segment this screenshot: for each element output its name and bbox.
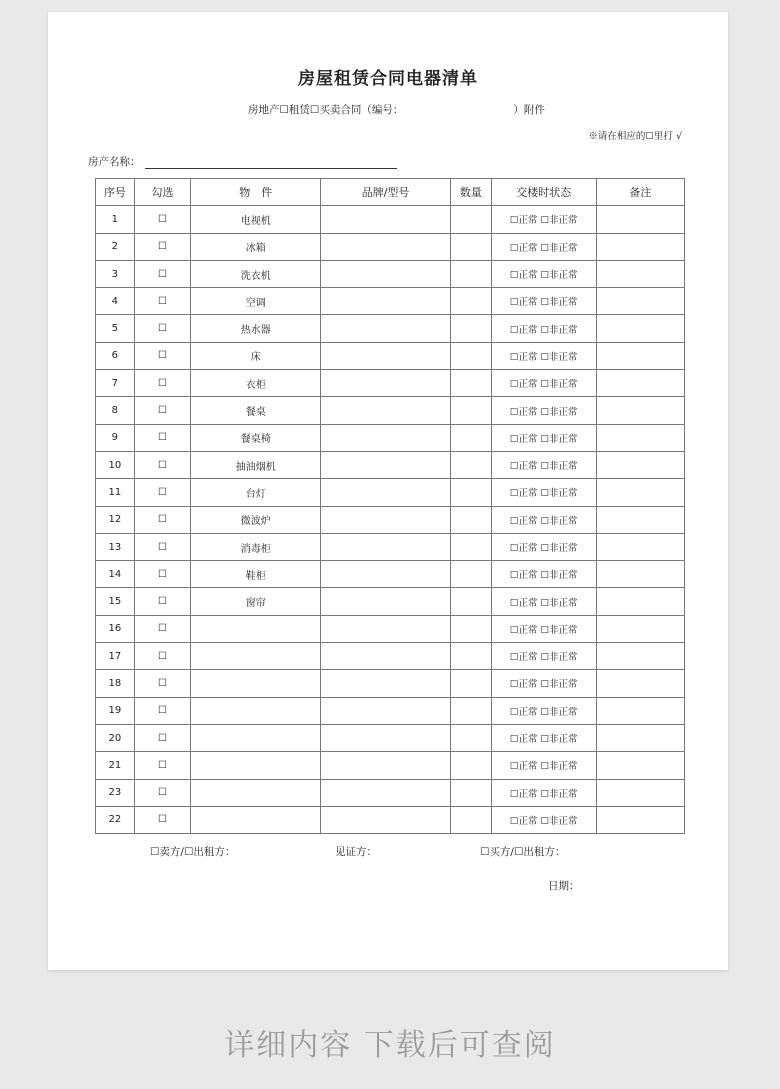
- row-brand-model: [321, 561, 451, 588]
- row-handover-state[interactable]: ☐正常 ☐非正常: [491, 752, 596, 779]
- header-no: 序号: [96, 179, 135, 206]
- row-checkbox[interactable]: ☐: [134, 424, 191, 451]
- row-handover-state[interactable]: ☐正常 ☐非正常: [491, 779, 596, 806]
- row-item: 热水器: [191, 315, 321, 342]
- row-number: 19: [96, 697, 135, 724]
- row-quantity: [450, 670, 491, 697]
- table-row: [96, 697, 685, 724]
- row-brand-model: [321, 615, 451, 642]
- table-body: [96, 206, 685, 834]
- row-remarks: [596, 370, 684, 397]
- buyer-signature: ☐买方/☐出租方：: [480, 846, 566, 858]
- row-number: 9: [96, 424, 135, 451]
- row-handover-state[interactable]: ☐正常 ☐非正常: [491, 206, 596, 233]
- row-checkbox[interactable]: ☐: [134, 479, 191, 506]
- row-quantity: [450, 697, 491, 724]
- table-row: [96, 233, 685, 260]
- row-checkbox[interactable]: ☐: [134, 451, 191, 478]
- row-brand-model: [321, 752, 451, 779]
- row-number: 17: [96, 643, 135, 670]
- row-number: 7: [96, 370, 135, 397]
- table-row: [96, 288, 685, 315]
- row-number: 20: [96, 724, 135, 751]
- row-item: 餐桌: [191, 397, 321, 424]
- row-quantity: [450, 643, 491, 670]
- row-checkbox[interactable]: ☐: [134, 615, 191, 642]
- row-number: 12: [96, 506, 135, 533]
- table-row: [96, 561, 685, 588]
- row-brand-model: [321, 506, 451, 533]
- row-remarks: [596, 397, 684, 424]
- header-qty: 数量: [450, 179, 491, 206]
- row-item: 鞋柜: [191, 561, 321, 588]
- row-brand-model: [321, 643, 451, 670]
- row-number: 18: [96, 670, 135, 697]
- row-handover-state[interactable]: ☐正常 ☐非正常: [491, 233, 596, 260]
- row-checkbox[interactable]: ☐: [134, 260, 191, 287]
- row-quantity: [450, 233, 491, 260]
- header-brand: 品牌/型号: [321, 179, 451, 206]
- row-remarks: [596, 206, 684, 233]
- row-checkbox[interactable]: ☐: [134, 506, 191, 533]
- row-remarks: [596, 479, 684, 506]
- row-checkbox[interactable]: ☐: [134, 533, 191, 560]
- row-brand-model: [321, 397, 451, 424]
- table-row: [96, 397, 685, 424]
- row-item: [191, 724, 321, 751]
- row-quantity: [450, 561, 491, 588]
- row-checkbox[interactable]: ☐: [134, 342, 191, 369]
- row-quantity: [450, 370, 491, 397]
- row-quantity: [450, 752, 491, 779]
- table-row: [96, 479, 685, 506]
- row-item: 洗衣机: [191, 260, 321, 287]
- table-row: [96, 342, 685, 369]
- instruction-note: ※请在相应的☐里打 √: [588, 131, 682, 142]
- row-remarks: [596, 697, 684, 724]
- row-brand-model: [321, 206, 451, 233]
- table-header-row: [96, 179, 685, 206]
- row-brand-model: [321, 670, 451, 697]
- row-remarks: [596, 670, 684, 697]
- row-item: [191, 697, 321, 724]
- row-quantity: [450, 533, 491, 560]
- row-number: 3: [96, 260, 135, 287]
- row-brand-model: [321, 697, 451, 724]
- row-quantity: [450, 779, 491, 806]
- row-handover-state[interactable]: ☐正常 ☐非正常: [491, 479, 596, 506]
- row-quantity: [450, 451, 491, 478]
- table-row: [96, 670, 685, 697]
- row-handover-state[interactable]: ☐正常 ☐非正常: [491, 451, 596, 478]
- row-brand-model: [321, 342, 451, 369]
- table-row: [96, 615, 685, 642]
- row-checkbox[interactable]: ☐: [134, 806, 191, 833]
- row-handover-state[interactable]: ☐正常 ☐非正常: [491, 643, 596, 670]
- row-remarks: [596, 806, 684, 833]
- row-handover-state[interactable]: ☐正常 ☐非正常: [491, 561, 596, 588]
- row-brand-model: [321, 370, 451, 397]
- header-check: 勾选: [134, 179, 191, 206]
- row-checkbox[interactable]: ☐: [134, 724, 191, 751]
- row-number: 11: [96, 479, 135, 506]
- row-checkbox[interactable]: ☐: [134, 779, 191, 806]
- row-handover-state[interactable]: ☐正常 ☐非正常: [491, 506, 596, 533]
- row-quantity: [450, 397, 491, 424]
- table-row: [96, 588, 685, 615]
- row-handover-state[interactable]: ☐正常 ☐非正常: [491, 588, 596, 615]
- row-number: 15: [96, 588, 135, 615]
- row-item: [191, 670, 321, 697]
- row-item: 床: [191, 342, 321, 369]
- footer-download-hint: 详细内容 下载后可查阅: [224, 1028, 556, 1063]
- row-handover-state[interactable]: ☐正常 ☐非正常: [491, 288, 596, 315]
- row-number: 21: [96, 752, 135, 779]
- contract-line-right: ）附件: [513, 104, 545, 116]
- row-handover-state[interactable]: ☐正常 ☐非正常: [491, 670, 596, 697]
- row-brand-model: [321, 779, 451, 806]
- row-number: 22: [96, 806, 135, 833]
- header-item: 物 件: [191, 179, 321, 206]
- row-number: 14: [96, 561, 135, 588]
- row-quantity: [450, 342, 491, 369]
- row-remarks: [596, 233, 684, 260]
- row-quantity: [450, 506, 491, 533]
- row-checkbox[interactable]: ☐: [134, 233, 191, 260]
- row-handover-state[interactable]: ☐正常 ☐非正常: [491, 697, 596, 724]
- row-brand-model: [321, 315, 451, 342]
- row-checkbox[interactable]: ☐: [134, 397, 191, 424]
- row-quantity: [450, 315, 491, 342]
- row-checkbox[interactable]: ☐: [134, 206, 191, 233]
- row-handover-state[interactable]: ☐正常 ☐非正常: [491, 806, 596, 833]
- contract-line: [248, 102, 545, 117]
- row-number: 13: [96, 533, 135, 560]
- table-row: [96, 533, 685, 560]
- table-row: [96, 424, 685, 451]
- row-quantity: [450, 206, 491, 233]
- contract-line-left: 房地产☐租赁☐买卖合同（编号：: [248, 104, 404, 116]
- header-state: 交楼时状态: [491, 179, 596, 206]
- seller-signature: ☐卖方/☐出租方：: [150, 846, 236, 858]
- row-item: [191, 643, 321, 670]
- row-brand-model: [321, 588, 451, 615]
- row-checkbox[interactable]: ☐: [134, 643, 191, 670]
- property-name-underline: [145, 167, 397, 169]
- date-label: 日期：: [548, 880, 580, 892]
- header-remarks: 备注: [596, 179, 684, 206]
- row-number: 8: [96, 397, 135, 424]
- row-remarks: [596, 561, 684, 588]
- row-brand-model: [321, 288, 451, 315]
- row-remarks: [596, 724, 684, 751]
- row-quantity: [450, 260, 491, 287]
- table-row: [96, 451, 685, 478]
- row-handover-state[interactable]: ☐正常 ☐非正常: [491, 533, 596, 560]
- row-brand-model: [321, 533, 451, 560]
- table-row: [96, 806, 685, 833]
- row-checkbox[interactable]: ☐: [134, 315, 191, 342]
- row-checkbox[interactable]: ☐: [134, 697, 191, 724]
- row-remarks: [596, 615, 684, 642]
- document-page: [48, 12, 728, 970]
- row-item: 电视机: [191, 206, 321, 233]
- row-brand-model: [321, 806, 451, 833]
- row-remarks: [596, 588, 684, 615]
- witness-signature: 见证方：: [335, 846, 377, 858]
- row-number: 2: [96, 233, 135, 260]
- table-row: [96, 779, 685, 806]
- row-quantity: [450, 615, 491, 642]
- property-name-label: 房产名称：: [88, 156, 141, 168]
- row-handover-state[interactable]: ☐正常 ☐非正常: [491, 315, 596, 342]
- row-number: 6: [96, 342, 135, 369]
- row-handover-state[interactable]: ☐正常 ☐非正常: [491, 724, 596, 751]
- row-checkbox[interactable]: ☐: [134, 752, 191, 779]
- row-checkbox[interactable]: ☐: [134, 588, 191, 615]
- row-remarks: [596, 533, 684, 560]
- row-brand-model: [321, 451, 451, 478]
- row-brand-model: [321, 233, 451, 260]
- table-row: [96, 206, 685, 233]
- row-number: 1: [96, 206, 135, 233]
- row-quantity: [450, 479, 491, 506]
- row-remarks: [596, 643, 684, 670]
- table-row: [96, 315, 685, 342]
- row-handover-state[interactable]: ☐正常 ☐非正常: [491, 342, 596, 369]
- row-remarks: [596, 288, 684, 315]
- row-brand-model: [321, 260, 451, 287]
- row-brand-model: [321, 424, 451, 451]
- row-handover-state[interactable]: ☐正常 ☐非正常: [491, 615, 596, 642]
- row-item: 消毒柜: [191, 533, 321, 560]
- row-brand-model: [321, 479, 451, 506]
- row-brand-model: [321, 724, 451, 751]
- row-item: [191, 779, 321, 806]
- property-name-row: [88, 154, 397, 169]
- row-item: 微波炉: [191, 506, 321, 533]
- row-item: 窗帘: [191, 588, 321, 615]
- table-row: [96, 370, 685, 397]
- row-checkbox[interactable]: ☐: [134, 670, 191, 697]
- row-item: [191, 615, 321, 642]
- row-number: 4: [96, 288, 135, 315]
- row-handover-state[interactable]: ☐正常 ☐非正常: [491, 260, 596, 287]
- document-title: 房屋租赁合同电器清单: [298, 69, 478, 89]
- row-remarks: [596, 779, 684, 806]
- row-handover-state[interactable]: ☐正常 ☐非正常: [491, 424, 596, 451]
- row-handover-state[interactable]: ☐正常 ☐非正常: [491, 370, 596, 397]
- table-row: [96, 506, 685, 533]
- row-handover-state[interactable]: ☐正常 ☐非正常: [491, 397, 596, 424]
- row-item: 冰箱: [191, 233, 321, 260]
- row-number: 5: [96, 315, 135, 342]
- row-checkbox[interactable]: ☐: [134, 561, 191, 588]
- row-number: 16: [96, 615, 135, 642]
- row-quantity: [450, 288, 491, 315]
- row-item: 餐桌椅: [191, 424, 321, 451]
- row-item: 抽油烟机: [191, 451, 321, 478]
- row-quantity: [450, 806, 491, 833]
- table-row: [96, 752, 685, 779]
- row-quantity: [450, 724, 491, 751]
- row-item: [191, 752, 321, 779]
- table-row: [96, 260, 685, 287]
- row-remarks: [596, 260, 684, 287]
- row-remarks: [596, 506, 684, 533]
- row-checkbox[interactable]: ☐: [134, 288, 191, 315]
- row-remarks: [596, 451, 684, 478]
- row-remarks: [596, 315, 684, 342]
- row-remarks: [596, 424, 684, 451]
- row-number: 10: [96, 451, 135, 478]
- table-row: [96, 724, 685, 751]
- row-item: 台灯: [191, 479, 321, 506]
- table-row: [96, 643, 685, 670]
- row-checkbox[interactable]: ☐: [134, 370, 191, 397]
- row-item: 空调: [191, 288, 321, 315]
- row-quantity: [450, 424, 491, 451]
- row-remarks: [596, 752, 684, 779]
- row-remarks: [596, 342, 684, 369]
- row-item: 衣柜: [191, 370, 321, 397]
- row-quantity: [450, 588, 491, 615]
- appliance-table: [95, 178, 685, 834]
- row-number: 23: [96, 779, 135, 806]
- row-item: [191, 806, 321, 833]
